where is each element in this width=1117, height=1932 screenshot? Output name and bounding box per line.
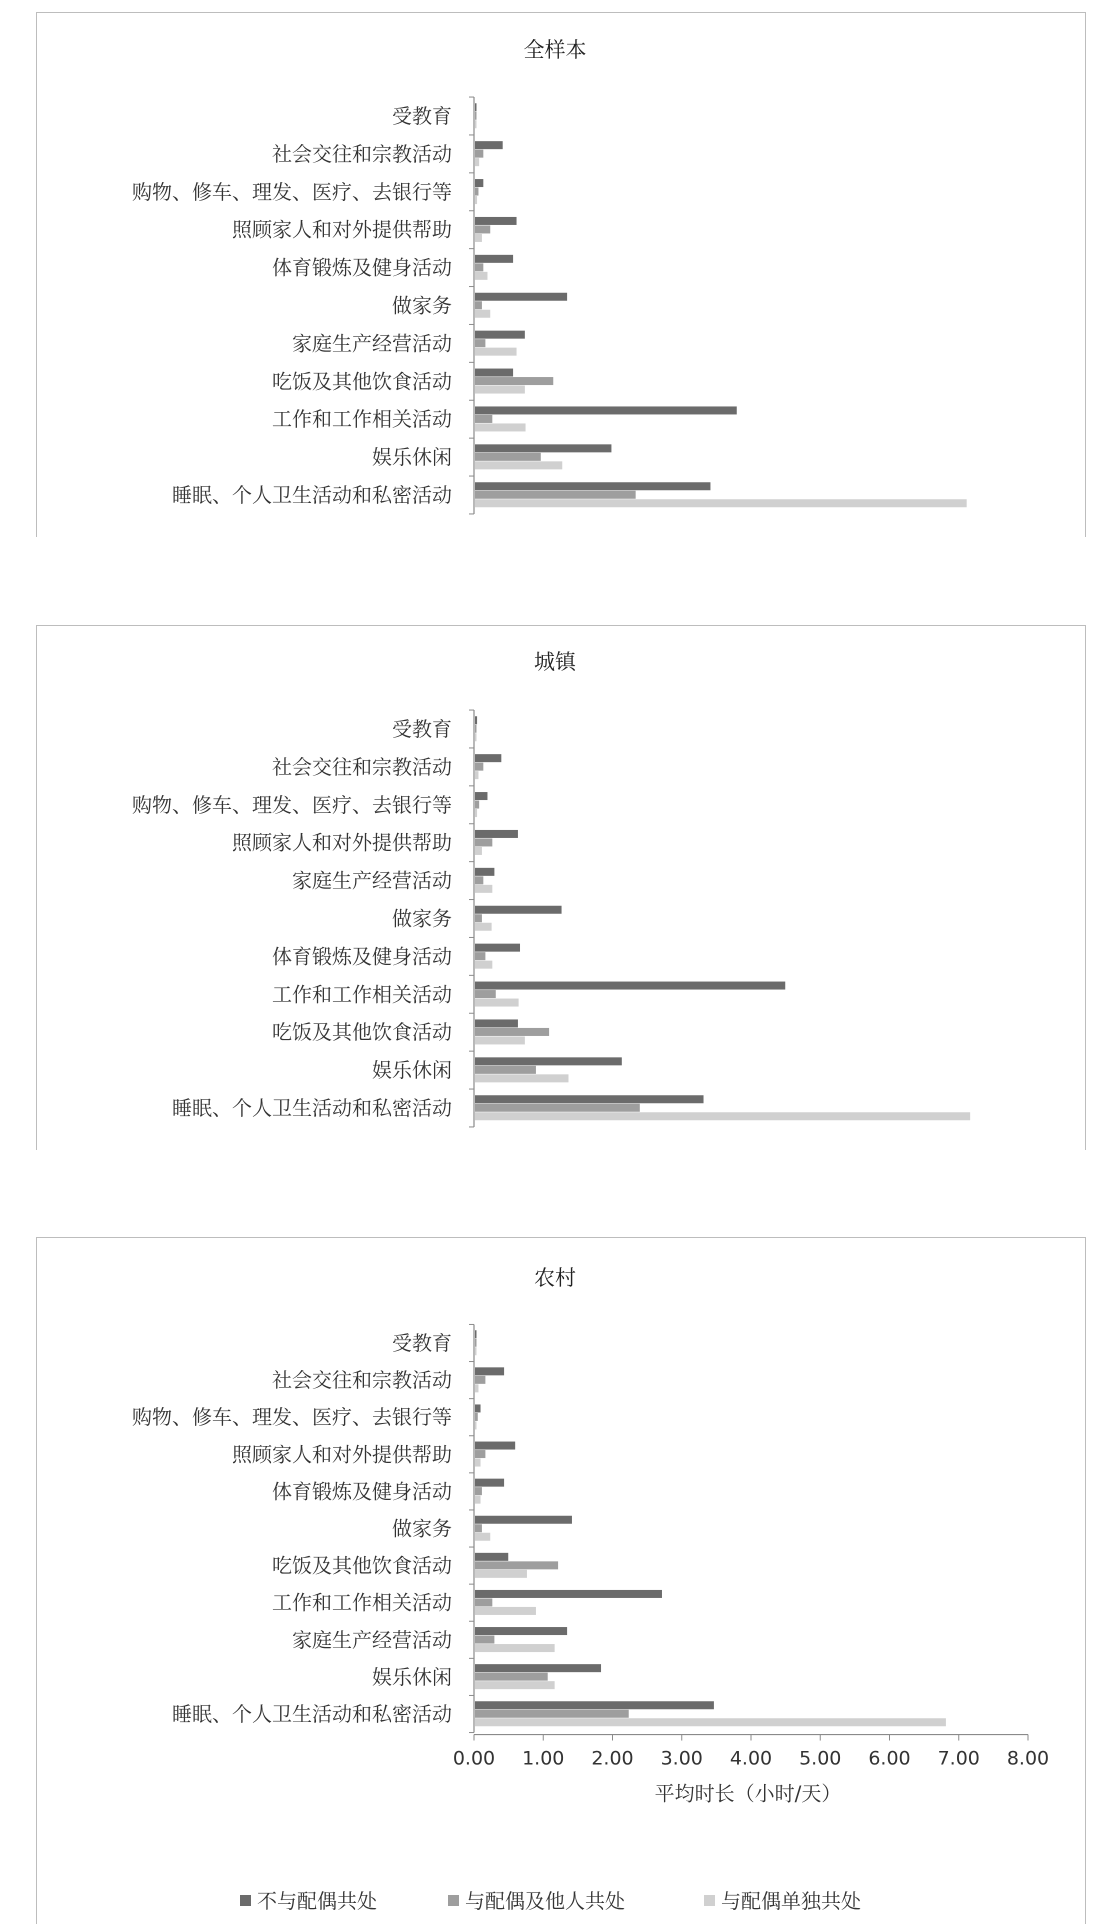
- bar-rural-s3: [475, 1718, 946, 1726]
- bar-all-s1: [475, 255, 513, 263]
- bar-urban-s2: [475, 1104, 640, 1112]
- bar-urban-s2: [475, 725, 477, 733]
- category-label: 做家务: [392, 293, 452, 318]
- category-label: 社会交往和宗教活动: [272, 141, 452, 166]
- category-label: 睡眠、个人卫生活动和私密活动: [172, 1702, 452, 1726]
- bar-urban-s3: [475, 1112, 970, 1120]
- bar-urban-s2: [475, 876, 483, 884]
- bar-rural-s1: [475, 1590, 662, 1598]
- bar-rural-s3: [475, 1644, 555, 1652]
- category-label: 购物、修车、理发、医疗、去银行等: [132, 792, 452, 817]
- category-label: 社会交往和宗教活动: [272, 1368, 452, 1393]
- bar-rural-s3: [475, 1384, 478, 1392]
- bar-urban-s2: [475, 801, 479, 809]
- bar-rural-s1: [475, 1627, 567, 1635]
- bar-urban-s2: [475, 914, 482, 922]
- category-label: 吃饭及其他饮食活动: [272, 369, 452, 394]
- bar-rural-s3: [475, 1496, 481, 1504]
- bar-urban-s3: [475, 923, 492, 931]
- bar-all-s1: [475, 444, 611, 452]
- bar-all-s1: [475, 369, 513, 377]
- category-label: 照顾家人和对外提供帮助: [232, 1442, 452, 1467]
- bar-rural-s1: [475, 1367, 504, 1375]
- bar-urban-s1: [475, 982, 785, 990]
- bar-rural-s2: [475, 1673, 548, 1681]
- category-label: 社会交往和宗教活动: [272, 754, 452, 779]
- bar-all-s2: [475, 339, 485, 347]
- category-label: 体育锻炼及健身活动: [272, 255, 452, 280]
- bar-rural-s1: [475, 1553, 508, 1561]
- value-tick-label: 3.00: [660, 1747, 703, 1770]
- bar-all-s1: [475, 179, 483, 187]
- bar-urban-s2: [475, 1028, 549, 1036]
- value-tick-label: 7.00: [937, 1747, 980, 1770]
- bar-rural-s2: [475, 1487, 482, 1495]
- x-axis-title: 平均时长（小时/天）: [654, 1781, 842, 1806]
- value-tick-label: 1.00: [522, 1747, 565, 1770]
- bar-urban-s3: [475, 885, 492, 893]
- bar-rural-s2: [475, 1524, 482, 1532]
- legend-label: 不与配偶共处: [257, 1889, 377, 1913]
- value-tick-label: 5.00: [799, 1747, 842, 1770]
- bar-all-s2: [475, 491, 636, 499]
- chart-title-urban: 城镇: [534, 650, 576, 674]
- value-tick-label: 4.00: [729, 1747, 773, 1770]
- bar-urban-s2: [475, 952, 485, 960]
- bar-urban-s1: [475, 792, 487, 800]
- bar-all-s3: [475, 120, 477, 128]
- category-label: 体育锻炼及健身活动: [272, 944, 452, 969]
- bar-rural-s2: [475, 1376, 485, 1384]
- legend-swatch: [704, 1895, 715, 1906]
- bar-rural-s2: [475, 1561, 558, 1569]
- category-label: 睡眠、个人卫生活动和私密活动: [172, 483, 452, 507]
- bar-all-s2: [475, 453, 541, 461]
- bar-all-s1: [475, 103, 477, 111]
- bar-all-s3: [475, 310, 490, 318]
- bar-rural-s3: [475, 1347, 477, 1355]
- category-label: 吃饭及其他饮食活动: [272, 1020, 452, 1045]
- legend-label: 与配偶单独共处: [721, 1889, 861, 1913]
- bar-all-s3: [475, 234, 482, 242]
- bar-urban-s1: [475, 1057, 622, 1065]
- bar-all-s2: [475, 415, 492, 423]
- bar-rural-s1: [475, 1404, 481, 1412]
- bar-urban-s2: [475, 990, 496, 998]
- bar-all-s1: [475, 293, 567, 301]
- category-label: 照顾家人和对外提供帮助: [232, 830, 452, 855]
- chart-title-all: 全样本: [523, 38, 587, 62]
- category-label: 工作和工作相关活动: [272, 407, 452, 432]
- category-label: 受教育: [392, 1331, 452, 1355]
- category-label: 睡眠、个人卫生活动和私密活动: [172, 1096, 452, 1120]
- legend-swatch: [240, 1895, 251, 1906]
- category-label: 购物、修车、理发、医疗、去银行等: [132, 179, 452, 204]
- bar-rural-s3: [475, 1607, 536, 1615]
- category-label: 家庭生产经营活动: [292, 331, 452, 356]
- bar-rural-s2: [475, 1710, 629, 1718]
- bar-rural-s2: [475, 1636, 494, 1644]
- bar-rural-s3: [475, 1421, 477, 1429]
- bar-all-s2: [475, 301, 482, 309]
- bar-rural-s1: [475, 1516, 572, 1524]
- bar-all-s1: [475, 141, 503, 149]
- chart-title-rural: 农村: [534, 1266, 576, 1290]
- category-label: 家庭生产经营活动: [292, 868, 452, 893]
- legend-swatch: [448, 1895, 459, 1906]
- bar-urban-s2: [475, 1066, 536, 1074]
- bar-rural-s2: [475, 1339, 477, 1347]
- category-label: 娱乐休闲: [372, 445, 452, 470]
- category-label: 工作和工作相关活动: [272, 1590, 452, 1615]
- bar-rural-s1: [475, 1330, 477, 1338]
- bar-urban-s3: [475, 733, 477, 741]
- bar-all-s3: [475, 386, 525, 394]
- bar-urban-s1: [475, 716, 477, 724]
- category-label: 家庭生产经营活动: [292, 1627, 452, 1652]
- value-tick-label: 2.00: [591, 1747, 634, 1770]
- bar-all-s2: [475, 225, 490, 233]
- bar-urban-s1: [475, 906, 562, 914]
- category-label: 娱乐休闲: [372, 1058, 452, 1083]
- bar-rural-s2: [475, 1413, 478, 1421]
- bar-rural-s2: [475, 1450, 485, 1458]
- bar-all-s2: [475, 188, 478, 196]
- bar-rural-s3: [475, 1570, 527, 1578]
- bar-rural-s1: [475, 1701, 714, 1709]
- value-tick-label: 8.00: [1006, 1747, 1050, 1770]
- bar-urban-s3: [475, 999, 519, 1007]
- bar-rural-s2: [475, 1598, 492, 1606]
- bar-all-s2: [475, 112, 477, 120]
- category-label: 照顾家人和对外提供帮助: [232, 217, 452, 242]
- category-label: 购物、修车、理发、医疗、去银行等: [132, 1405, 452, 1430]
- bar-all-s2: [475, 150, 483, 158]
- bar-urban-s1: [475, 1095, 704, 1103]
- bar-all-s1: [475, 217, 517, 225]
- value-tick-label: 6.00: [868, 1747, 911, 1770]
- category-label: 受教育: [392, 717, 452, 741]
- bar-rural-s1: [475, 1664, 601, 1672]
- bar-urban-s2: [475, 763, 483, 771]
- bar-all-s1: [475, 482, 710, 490]
- bar-rural-s3: [475, 1681, 555, 1689]
- legend-label: 与配偶及他人共处: [465, 1889, 625, 1913]
- category-label: 吃饭及其他饮食活动: [272, 1553, 452, 1578]
- bar-rural-s3: [475, 1533, 490, 1541]
- bar-urban-s3: [475, 809, 477, 817]
- category-label: 体育锻炼及健身活动: [272, 1479, 452, 1504]
- bar-urban-s1: [475, 868, 494, 876]
- value-tick-label: 0.00: [452, 1747, 496, 1770]
- bar-rural-s1: [475, 1479, 504, 1487]
- bar-urban-s3: [475, 1036, 525, 1044]
- bar-urban-s3: [475, 847, 482, 855]
- bar-all-s2: [475, 377, 553, 385]
- bar-urban-s3: [475, 1074, 568, 1082]
- bar-rural-s1: [475, 1442, 515, 1450]
- category-label: 工作和工作相关活动: [272, 982, 452, 1007]
- category-label: 娱乐休闲: [372, 1664, 452, 1689]
- bar-all-s1: [475, 331, 525, 339]
- bar-urban-s3: [475, 771, 478, 779]
- bar-urban-s1: [475, 1019, 518, 1027]
- bar-urban-s2: [475, 838, 492, 846]
- bar-all-s3: [475, 461, 562, 469]
- bar-all-s3: [475, 348, 517, 356]
- category-label: 做家务: [392, 906, 452, 931]
- bar-all-s3: [475, 158, 479, 166]
- bar-urban-s1: [475, 754, 501, 762]
- bar-all-s3: [475, 423, 526, 431]
- category-label: 做家务: [392, 1516, 452, 1541]
- bar-all-s3: [475, 196, 477, 204]
- bar-urban-s3: [475, 961, 492, 969]
- bar-all-s3: [475, 499, 967, 507]
- bar-urban-s1: [475, 944, 520, 952]
- bar-all-s3: [475, 272, 487, 280]
- bar-urban-s1: [475, 830, 518, 838]
- category-label: 受教育: [392, 104, 452, 128]
- bar-rural-s3: [475, 1459, 481, 1467]
- bar-all-s2: [475, 263, 483, 271]
- bar-all-s1: [475, 406, 737, 414]
